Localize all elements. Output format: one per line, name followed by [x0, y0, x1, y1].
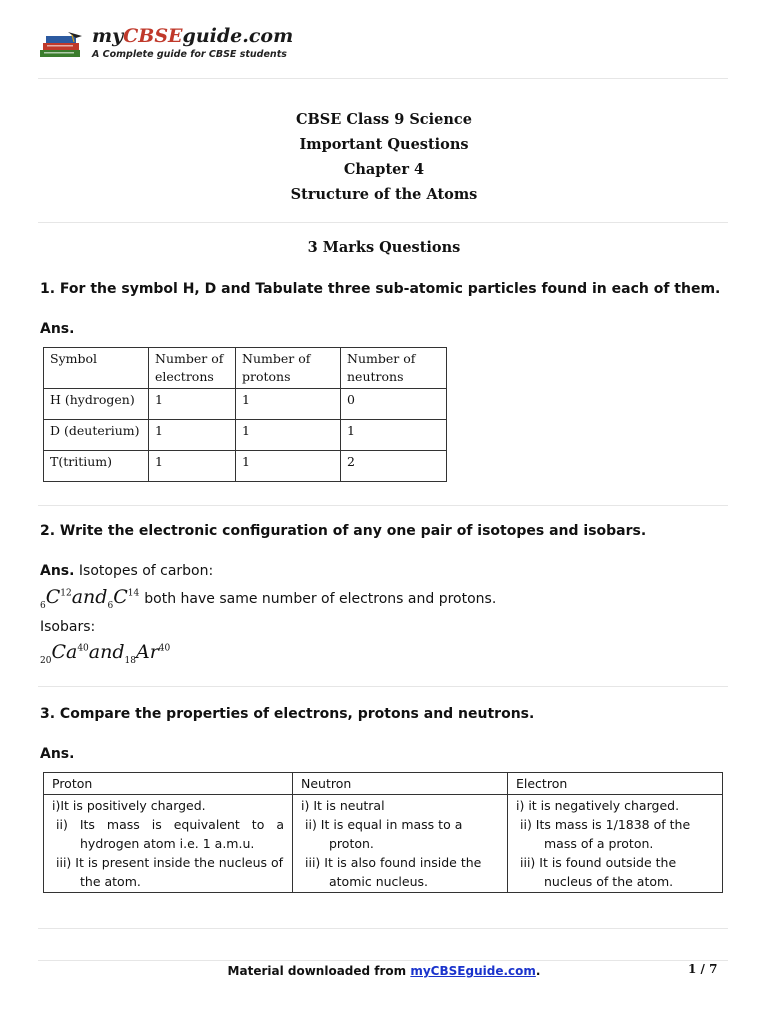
table-header-cell: Proton: [44, 773, 293, 795]
document-title: [0, 107, 768, 207]
isobars-label: Isobars:: [40, 619, 96, 635]
title-line-2: Important Questions: [299, 136, 469, 153]
electron-cell: [508, 795, 723, 893]
table-cell: 1: [236, 420, 341, 451]
books-icon: [38, 30, 86, 60]
footer-divider: [38, 960, 728, 961]
answer-1-label: Ans.: [40, 321, 75, 337]
footer-link[interactable]: myCBSEguide.com: [410, 964, 536, 978]
table-header-cell: Electron: [508, 773, 723, 795]
q3-divider: [38, 928, 728, 929]
list-item: i) it is negatively charged.: [516, 798, 680, 813]
proton-cell: [44, 795, 293, 893]
list-item: ii) Its mass is equivalent to a hydrogen atom i.e. 1 a.m.u.: [56, 817, 284, 851]
site-logo: [38, 24, 294, 64]
q2-divider: [38, 686, 728, 687]
table-row: [44, 451, 447, 482]
isotopes-label: Isotopes of carbon:: [78, 563, 214, 579]
table-cell: 2: [341, 451, 447, 482]
table-header-cell: Symbol: [44, 348, 149, 389]
footer: Material downloaded from myCBSEguide.com.: [227, 964, 541, 978]
section-heading: 3 Marks Questions: [307, 239, 461, 256]
title-divider: [38, 222, 728, 223]
page-number: 1 / 7: [688, 962, 718, 976]
logo-name: myCBSEguide.com: [92, 25, 294, 47]
title-line-3: Chapter 4: [343, 161, 425, 178]
q1-divider: [38, 505, 728, 506]
answer-2-line: [40, 563, 213, 579]
answer-2-label: Ans.: [40, 563, 75, 579]
list-item: iii) It is also found inside the atomic nucleus.: [305, 855, 482, 889]
particle-properties-table: [43, 772, 723, 893]
table-header-row: [44, 773, 723, 795]
table-cell: T(tritium): [44, 451, 149, 482]
table-cell: 1: [149, 420, 236, 451]
table-header-cell: Number of protons: [236, 348, 341, 389]
table-cell: 1: [149, 451, 236, 482]
table-cell: 1: [236, 389, 341, 420]
table-cell: 0: [341, 389, 447, 420]
table-header-row: [44, 348, 447, 389]
table-cell: 1: [341, 420, 447, 451]
table-cell: D (deuterium): [44, 420, 149, 451]
question-1: 1. For the symbol H, D and Tabulate three sub-atomic particles found in each of them.: [40, 281, 721, 297]
isotopes-text: both have same number of electrons and protons.: [144, 591, 497, 607]
neutron-cell: [293, 795, 508, 893]
table-header-cell: Number of electrons: [149, 348, 236, 389]
isobars-formula: $_{20}Ca^{40}and_{18}Ar^{40}$: [40, 641, 171, 666]
table-row: [44, 795, 723, 893]
list-item: ii) It is equal in mass to a proton.: [305, 817, 463, 851]
answer-3-label: Ans.: [40, 746, 75, 762]
title-line-4: Structure of the Atoms: [290, 186, 478, 203]
subatomic-particles-table: [43, 347, 447, 482]
table-header-cell: Number of neutrons: [341, 348, 447, 389]
title-line-1: CBSE Class 9 Science: [296, 111, 472, 128]
list-item: i) It is neutral: [301, 798, 385, 813]
header-divider: [38, 78, 728, 79]
list-item: iii) It is present inside the nucleus of the atom.: [56, 855, 284, 889]
question-3: 3. Compare the properties of electrons, protons and neutrons.: [40, 706, 535, 722]
list-item: i)It is positively charged.: [52, 798, 206, 813]
list-item: ii) Its mass is 1/1838 of the mass of a proton.: [520, 817, 691, 851]
table-row: [44, 420, 447, 451]
isotopes-line: [40, 586, 496, 611]
table-row: [44, 389, 447, 420]
table-cell: H (hydrogen): [44, 389, 149, 420]
isotopes-formula: $_6C^{12}and_6C^{14}$: [40, 586, 140, 611]
isobars-line: [40, 641, 170, 666]
table-header-cell: Neutron: [293, 773, 508, 795]
table-cell: 1: [149, 389, 236, 420]
list-item: iii) It is found outside the nucleus of the atom.: [520, 855, 677, 889]
question-2: 2. Write the electronic configuration of any one pair of isotopes and isobars.: [40, 523, 647, 539]
table-cell: 1: [236, 451, 341, 482]
logo-tagline: A Complete guide for CBSE students: [92, 49, 287, 60]
